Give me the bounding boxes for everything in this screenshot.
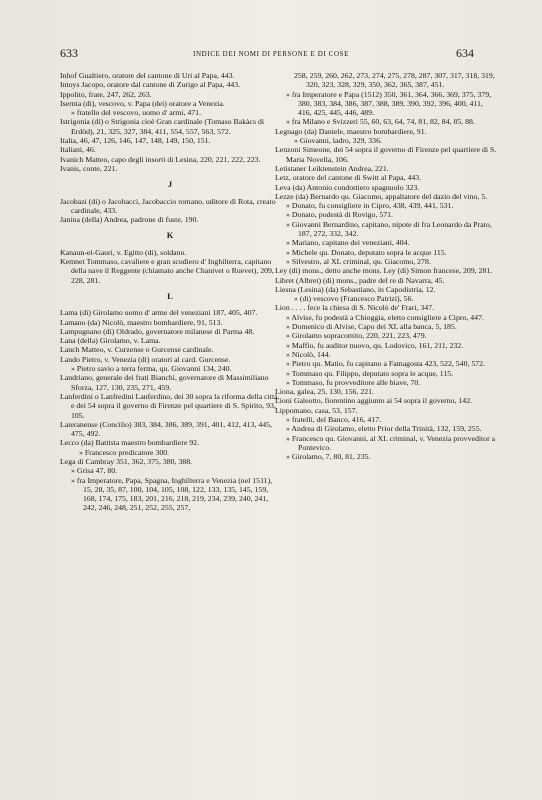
index-entry: Ippolito, frate, 247, 262, 263.	[60, 89, 152, 99]
index-entry: Isernia (di), vescovo, v. Papa (dei) oratore a Venezia.	[60, 98, 225, 108]
index-entry: » Maffio, fu auditor nuovo, qu. Lodovico, 161, 211, 232.	[286, 340, 464, 350]
index-entry: » Francesco qu. Giovanni, al XL criminal, v. Venezia provveditor a Pontevico.	[286, 433, 496, 452]
index-entry: Jacobazi (di) o Jacobacci, Jacobaccio romano, uditore di Rota, creato cardinale, 433.	[60, 196, 276, 215]
index-entry: Letistaner Leiktenstein Andrea, 221.	[275, 163, 389, 173]
index-entry: Lion . . . . fece la chiesa di S. Nicolò de' Frari, 347.	[275, 303, 435, 313]
index-entry: Ley (di) mons., detto anche mons. Ley (di) Simon francese, 209, 281.	[275, 266, 493, 276]
index-entry: Legnago (da) Daniele, maestro bombardiere, 91.	[275, 126, 427, 136]
index-entry: 258, 259, 260, 262, 273, 274, 275, 278, 287, 307, 317, 318, 319, 320, 323, 328, 329, 350, 362, 365, 387, 451.	[294, 71, 495, 90]
section-letter: J	[167, 179, 173, 190]
page-number-left: 633	[60, 46, 78, 60]
index-entry: Ivanich Matteo, capo degli insorti di Lesina, 220, 221, 222, 223.	[60, 154, 261, 164]
index-entry: Lamano (da) Nicolò, maestro bombardiere, 91, 513.	[60, 317, 223, 327]
index-entry: » fra Imperatore, Papa, Spagna, Inghilterra e Venezia (nel 1511), 15, 28, 35, 87, 100, 104, 105, 108, 122, 133, 135, 145, 159, 168, 174, 175, 183, 201, 216, 218, 219, 234, 239, 240, 241, 242, 246, 248, 251, 252, 255, 257,	[71, 475, 273, 513]
index-entry: Lanch Matteo, v. Curzense o Gurcense cardinale.	[60, 345, 214, 355]
index-entry: » Pietro qu. Matio, fu capitano a Famagosta 423, 522, 540, 572.	[286, 359, 486, 369]
index-entry: Lega di Cambray 351, 362, 375, 380, 388.	[60, 456, 193, 466]
index-column-right	[275, 71, 497, 461]
index-entry: » Donato, podestà di Rovigo, 571.	[286, 210, 393, 220]
running-title: INDICE DEI NOMI DI PERSONE E DI COSE	[193, 50, 349, 58]
index-entry: » fra Imperatore e Papa (1512) 350, 361, 364, 366, 369, 375, 379, 380, 383, 384, 386, 387, 388, 389, 390, 392, 396, 400, 411, 416, 425, 445, 446, 489.	[286, 89, 492, 118]
index-entry: » fratello del vescovo, uomo d' armi, 471.	[71, 108, 202, 118]
index-entry: » (di) vescovo (Francesco Patrizi), 56.	[294, 294, 414, 304]
page-number-right: 634	[456, 46, 474, 60]
index-entry: » Michele qu. Donato, deputato sopra le acque 115.	[286, 247, 447, 257]
index-entry: Lateranense (Concilio) 383, 384, 386, 389, 391, 401, 412, 413, 445, 475, 492.	[60, 419, 273, 439]
index-entry: Janina (della) Andrea, padrone di fuste, 190.	[60, 215, 199, 225]
index-entry: Liesna (Lesina) (da) Sebastiano, in Capodistria, 12.	[275, 284, 436, 294]
index-column-left	[60, 71, 280, 513]
index-entry: Ivanis, conte, 221.	[60, 163, 118, 173]
page-header	[0, 44, 542, 62]
index-entry: » Donato, fu consigliere in Cipro, 438, 439, 441, 531.	[286, 201, 454, 211]
index-entry: Leva (da) Antonio condottiero spagnuolo 323.	[275, 182, 420, 192]
index-entry: Italiani, 46.	[60, 145, 96, 155]
index-entry: » Tommaso, fu provveditore alle biave, 70.	[286, 377, 421, 387]
index-entry: Italia, 46, 47, 126, 146, 147, 148, 149, 150, 151.	[60, 136, 211, 146]
index-entry: Lanferdini o Lanfredini Lanferdino, dei 30 sopra la riforma della città, e dei 54 sopra il governo di Firenze pel quartiere di S. Spirito, 93, 105.	[60, 391, 280, 420]
section-letter: K	[166, 230, 174, 241]
index-entry: Kemnet Tommaso, cavaliere e gran scudiero d' Inghilterra, capitano della nave il Reggente (chiamato anche Chanivet o Ruevet), 209, 228, 281.	[60, 257, 274, 285]
index-entry: » fratelli, del Banco, 416, 417.	[286, 414, 382, 424]
index-entry: Liona, galea, 25, 130, 156, 221.	[275, 387, 374, 397]
section-letter: L	[167, 290, 173, 301]
index-entry: Libret (Albret) (di) mons., padre del re di Navarra, 45.	[275, 275, 445, 285]
index-entry: Kanaun-el-Gauri, v. Egitto (di), soldano.	[60, 247, 187, 257]
index-entry: » Pietro savio a terra ferma, qu. Giovanni 134, 240.	[71, 364, 232, 374]
index-entry: » Francesco predicatore 300.	[79, 447, 170, 457]
index-entry: Lioni Galeotto, fiorentino aggiunto ai 54 sopra il governo, 142.	[275, 396, 473, 406]
index-entry: » Domenico di Alvise, Capo dei XL alla banca, 5, 185.	[286, 322, 457, 332]
index-entry: » Girolamo, 7, 80, 81, 235.	[286, 452, 371, 462]
index-entry: » fra Milano e Svizzeri 55, 60, 63, 64, 74, 81, 82, 84, 85, 88.	[286, 117, 475, 127]
index-entry: » Mariano, capitano dei veneziani, 404.	[286, 238, 410, 248]
index-entry: » Grisa 47, 80.	[71, 466, 118, 476]
index-entry: Landriano, generale dei frati Bianchi, governatore di Massimiliano Sforza, 127, 130, 235, 271, 459.	[60, 373, 269, 392]
index-entry: » Giovanni, ladro, 329, 336.	[294, 136, 382, 146]
index-entry: Lando Pietro, v. Venezia (di) oratori al card. Gurcense.	[60, 354, 231, 364]
index-entry: Lippomano, casa, 53, 157.	[275, 405, 358, 415]
index-entry: Letz, oratore del cantone di Switt al Papa, 443.	[275, 173, 422, 183]
index-entry: » Tommaso qu. Filippo, deputato sopra le acque, 115.	[286, 368, 454, 378]
index-entry: Lana (della) Girolamo, v. Lama.	[60, 336, 161, 346]
index-entry: » Giovanni Bernardino, capitano, nipote di fra Leonardo da Prato, 187, 272, 332, 342.	[286, 219, 492, 239]
index-entry: Lenzoni Simeone, dei 54 sopra il governo di Firenze pel quartiere di S. Maria Novella, 106.	[275, 145, 497, 164]
index-entry: » Silvestro, al XL criminal, qu. Giacomo, 278.	[286, 256, 431, 266]
index-entry: Lezze (da) Bernardo qu. Giacomo, appaltatore del dazio del vino, 5.	[275, 191, 488, 201]
index-entry: Inhof Gualtiero, oratore del cantone di Uri al Papa, 443.	[60, 71, 235, 80]
index-entry: Istrigonia (di) o Strigonia cioè Gran cardinale (Tomaso Bakàcs di Erdöd), 21, 325, 327, 384, 411, 554, 557, 563, 572.	[60, 117, 265, 136]
index-entry: » Andrea di Girolamo, eletto Prior della Trinità, 132, 159, 255.	[286, 424, 482, 434]
index-entry: Lama (di) Girolamo uomo d' arme del veneziani 187, 405, 407.	[60, 308, 258, 318]
index-entry: » Alvise, fu podestà a Chioggia, eletto consigliere a Cipro, 447.	[286, 312, 484, 322]
index-entry: Intoys Jacopo, oratore dal cantone di Zurigo al Papa, 443.	[60, 80, 241, 90]
index-entry: Lecco (da) Battista maestro bombardiere 92.	[60, 438, 199, 448]
index-entry: Lampugnano (di) Oldrado, governatore milanese di Parma 48.	[60, 326, 255, 336]
index-entry: » Nicolò, 144.	[286, 349, 331, 359]
index-entry: » Girolamo sopracomito, 220, 221, 223, 479.	[286, 331, 427, 341]
